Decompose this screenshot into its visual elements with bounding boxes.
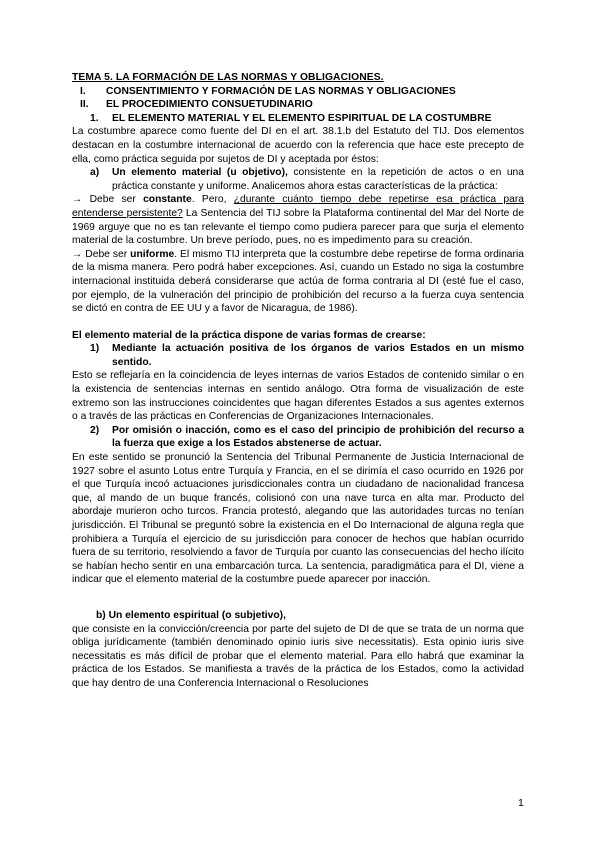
text-span: . Pero, (191, 194, 234, 206)
page-title (72, 71, 524, 85)
page-content (72, 71, 524, 691)
section-heading-i (72, 85, 524, 99)
constante-paragraph (72, 193, 524, 247)
forma-title: Por omisión o inacción, como es el caso del principio de prohibición del recurso a la fuerza que exige a los Estados abstenerse de actuar. (112, 424, 524, 450)
item-marker: a) (90, 167, 100, 179)
subsection-label: EL ELEMENTO MATERIAL Y EL ELEMENTO ESPIRITUAL DE LA COSTUMBRE (112, 112, 492, 124)
item-marker: 2) (90, 424, 100, 436)
forma-1-body: Esto se reflejaría en la coincidencia de leyes internas de varios Estados de contenido similar o en la existencia de sentencias internas en sentido análogo. Otra forma de visualización de este extremo son las instrucciones coincidentes que hagan diferentes Estados a sus agentes externos o a través de las prácticas en Conferencias de Organizaciones Internacionales. (72, 370, 524, 423)
item-text (112, 166, 524, 193)
forma-1 (72, 342, 524, 369)
bold-term: constante (143, 194, 192, 206)
arrow-prefix: → Debe ser (72, 248, 131, 260)
forma-2 (72, 424, 524, 451)
item-bold: Un elemento material (u objetivo), (112, 167, 288, 179)
text-span: . El mismo TIJ interpreta que la costumbre debe repetirse de forma ordinaria de la misma manera. Pero podrá haber excepciones. Así, cuando un Estado no siga la costumbre internacional instituida deberá considerarse que actúa de forma contraria al DI (esté fue el caso, por ejemplo, de la vulneración del principio de prohibición del recurso a la fuerza cuya sentencia se dictó en contra de EE UU y a favor de Nicaragua, de 1986). (72, 248, 524, 315)
intro-paragraph: La costumbre aparece como fuente del DI en el art. 38.1.b del Estatuto del TIJ. Dos elementos destacan en la costumbre internacional de acuerdo con la referencia que hace este precepto de ella, como práctica seguida por sujetos de DI y aceptada por éstos: (72, 126, 524, 165)
text-span: La Sentencia del TIJ sobre la Plataforma continental del Mar del Norte de 1969 arguye que no es tan relevante el tiempo como pudiera parecer para que surja el elemento material de la costumbre. Un breve período, pues, no es impedimento para su creación. (72, 207, 525, 247)
tema-title: TEMA 5. LA FORMACIÓN DE LAS NORMAS Y OBLIGACIONES. (72, 72, 384, 83)
subsection-heading-1 (72, 112, 524, 126)
section-number: II. (80, 99, 89, 111)
section-heading-ii (72, 98, 524, 112)
forma-2-body: En este sentido se pronunció la Sentencia del Tribunal Permanente de Justicia Internacional de 1927 sobre el asunto Lotus entre Turquía y Francia, en el se dirimía el caso ocurrido en 1926 por el que Turquía incoó actuaciones jurisdiccionales contra un ciudadano de nacionalidad francesa que, al mando de un buque francés, colisionó con una nave turca en alta mar. Producto del abordaje murieron ocho turcos. Francia protestó, alegando que las autoridades turcas no tenían jurisdicción. El Tribunal se preguntó sobre la existencia en el Do Internacional de alguna regla que prohibiera a Turquía el ejercicio de su jurisdicción para conocer de hechos que habían ocurrido fuera de su territorio, resolviendo a favor de Turquía por cuanto las consecuencias del hecho ilícito se habían hecho sentir en una embarcación turca. La sentencia, paradigmática para el DI, viene a indicar que el elemento material de la costumbre puede aparecer por inacción. (72, 452, 524, 586)
bold-term: uniforme (130, 248, 175, 260)
item-marker: 1) (90, 343, 100, 355)
subsection-number: 1. (90, 112, 99, 124)
uniforme-paragraph (72, 248, 524, 316)
page-number: 1 (518, 797, 524, 809)
underlined-question: ¿durante cuánto tiempo debe repetirse esa práctica para entenderse persistente? (72, 194, 524, 219)
section-number: I. (80, 85, 86, 97)
section-label: EL PROCEDIMIENTO CONSUETUDINARIO (106, 99, 313, 111)
section-label: CONSENTIMIENTO Y FORMACIÓN DE LAS NORMAS Y OBLIGACIONES (106, 85, 456, 97)
item-a (72, 166, 524, 193)
arrow-prefix: → Debe ser (72, 194, 144, 206)
item-b-heading: b) Un elemento espiritual (o subjetivo), (96, 609, 286, 621)
item-rest: consistente en la repetición de actos o en una práctica constante y uniforme. Analicemos ahora estas características de la práctica: (112, 167, 525, 192)
forma-title: Mediante la actuación positiva de los órganos de varios Estados en un mismo sentido. (112, 343, 524, 368)
item-b-body: que consiste en la convicción/creencia por parte del sujeto de DI de que se trata de un norma que obliga jurídicamente (también denominado opinio iuris sive necessitatis). Esta opinio iuris sive necessitatis es más difícil de probar que el elemento material. Para ello habrá que examinar la práctica de los Estados. Se manifiesta a través de la práctica de los Estados, como la actividad que hay dentro de una Conferencia Internacional o Resoluciones (72, 623, 524, 689)
formas-heading: El elemento material de la práctica dispone de varias formas de crearse: (72, 329, 426, 341)
